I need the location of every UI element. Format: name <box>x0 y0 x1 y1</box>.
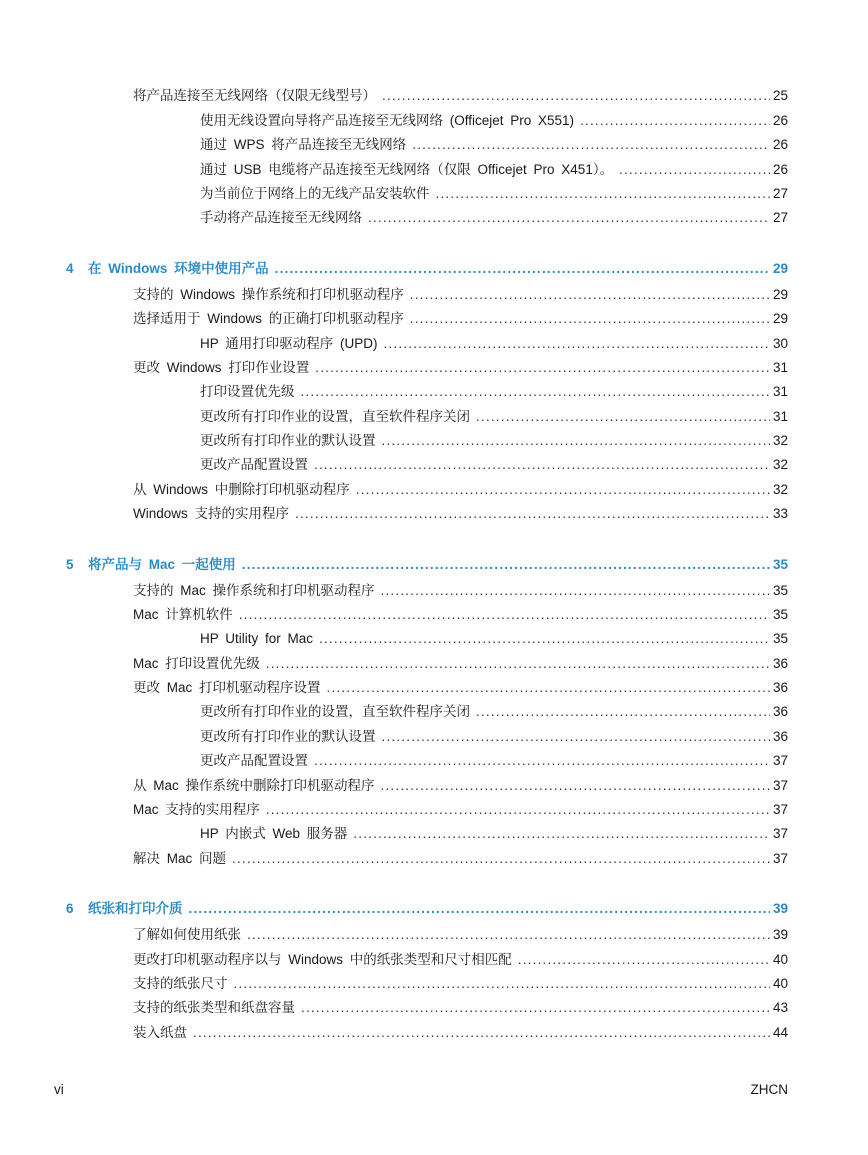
leader-dots <box>382 86 770 106</box>
toc-page-number: 26 <box>772 113 788 128</box>
leader-dots <box>384 334 770 354</box>
toc-entry[interactable] <box>133 86 788 106</box>
toc-entry-label: 更改打印机驱动程序以与 Windows 中的纸张类型和尺寸相匹配 <box>133 952 512 967</box>
toc-entry[interactable] <box>200 135 788 155</box>
toc-entry[interactable] <box>200 431 788 451</box>
toc-page-number: 35 <box>772 583 788 598</box>
toc-entry-label: Mac 打印设置优先级 <box>133 656 260 671</box>
toc-entry[interactable] <box>133 358 788 378</box>
toc-entry[interactable] <box>200 702 788 722</box>
toc-entry-label: 更改产品配置设置 <box>200 753 308 768</box>
leader-dots <box>476 702 770 722</box>
toc-page-number: 36 <box>772 704 788 719</box>
leader-dots <box>619 160 770 180</box>
leader-dots <box>319 629 770 649</box>
toc-page-number: 35 <box>772 607 788 622</box>
leader-dots <box>356 480 770 500</box>
toc-page-number: 31 <box>772 384 788 399</box>
toc-entry-label: 更改所有打印作业的默认设置 <box>200 433 376 448</box>
leader-dots <box>518 950 770 970</box>
toc-page-number: 30 <box>772 336 788 351</box>
leader-dots <box>301 382 770 402</box>
toc-entry[interactable] <box>133 285 788 305</box>
toc-entry-label: Windows 支持的实用程序 <box>133 506 290 521</box>
toc-entry-label: 更改所有打印作业的设置，直至软件程序关闭 <box>200 704 470 719</box>
footer-page-number: vi <box>54 1082 64 1097</box>
toc-page-number: 35 <box>772 631 788 646</box>
toc-page-number: 29 <box>772 311 788 326</box>
toc-entry-label: 支持的纸张类型和纸盘容量 <box>133 1000 295 1015</box>
toc-page-number: 26 <box>772 137 788 152</box>
leader-dots <box>314 751 770 771</box>
toc-entry-label: HP 内嵌式 Web 服务器 <box>200 826 348 841</box>
chapter-number: 6 <box>66 901 74 916</box>
leader-dots <box>232 849 770 869</box>
leader-dots <box>381 581 770 601</box>
toc-entry[interactable] <box>133 998 788 1018</box>
leader-dots <box>327 678 770 698</box>
toc-page-number: 36 <box>772 680 788 695</box>
toc-page-number: 40 <box>772 952 788 967</box>
leader-dots <box>247 925 770 945</box>
toc-entry[interactable] <box>200 824 788 844</box>
toc-page-number: 37 <box>772 753 788 768</box>
leader-dots <box>301 998 770 1018</box>
leader-dots <box>580 111 770 131</box>
toc-entry[interactable] <box>133 1023 788 1043</box>
toc-entry-label: 选择适用于 Windows 的正确打印机驱动程序 <box>133 311 404 326</box>
leader-dots <box>368 208 770 228</box>
toc-entry[interactable] <box>133 776 788 796</box>
toc-entry-label: HP Utility for Mac <box>200 631 314 646</box>
toc-entry[interactable] <box>133 925 788 945</box>
chapter-heading[interactable] <box>66 555 788 575</box>
toc-page-number: 35 <box>772 557 788 572</box>
leader-dots <box>476 407 770 427</box>
leader-dots <box>410 309 770 329</box>
toc-entry[interactable] <box>133 605 788 625</box>
toc-entry-label: 解决 Mac 问题 <box>133 851 227 866</box>
toc-entry-label: Mac 计算机软件 <box>133 607 233 622</box>
toc-page-number: 39 <box>772 927 788 942</box>
toc-entry[interactable] <box>133 974 788 994</box>
leader-dots <box>314 455 770 475</box>
toc-entry-label: 使用无线设置向导将产品连接至无线网络 (Officejet Pro X551) <box>200 113 575 128</box>
toc-page-number: 29 <box>772 287 788 302</box>
toc-entry[interactable] <box>133 654 788 674</box>
toc-entry-label: 从 Mac 操作系统中删除打印机驱动程序 <box>133 778 375 793</box>
toc-entry[interactable] <box>133 581 788 601</box>
toc-entry[interactable] <box>200 382 788 402</box>
toc-entry-label: 支持的 Windows 操作系统和打印机驱动程序 <box>133 287 404 302</box>
toc-entry-label: 更改 Mac 打印机驱动程序设置 <box>133 680 321 695</box>
toc-page-number: 27 <box>772 210 788 225</box>
toc-page-number: 36 <box>772 656 788 671</box>
leader-dots <box>193 1023 770 1043</box>
toc-entry[interactable] <box>200 455 788 475</box>
toc-entry-label: 为当前位于网络上的无线产品安装软件 <box>200 186 430 201</box>
toc-page-number: 32 <box>772 482 788 497</box>
toc-entry-label: 从 Windows 中删除打印机驱动程序 <box>133 482 350 497</box>
toc-page-number: 32 <box>772 457 788 472</box>
toc-page-number: 37 <box>772 802 788 817</box>
leader-dots <box>381 776 770 796</box>
toc-page-number: 37 <box>772 778 788 793</box>
leader-dots <box>410 285 770 305</box>
toc-entry[interactable] <box>200 160 788 180</box>
toc-entry[interactable] <box>200 629 788 649</box>
leader-dots <box>234 974 770 994</box>
toc-entry-label: 通过 WPS 将产品连接至无线网络 <box>200 137 407 152</box>
chapter-title: 纸张和打印介质 <box>88 901 183 916</box>
toc-entry-label: 通过 USB 电缆将产品连接至无线网络（仅限 Officejet Pro X451）。 <box>200 162 614 177</box>
toc-page-number: 37 <box>772 826 788 841</box>
chapter-number: 5 <box>66 557 74 572</box>
leader-dots <box>266 800 770 820</box>
toc-entry[interactable] <box>200 208 788 228</box>
toc-page-number: 31 <box>772 360 788 375</box>
chapter-title: 在 Windows 环境中使用产品 <box>88 261 269 276</box>
toc-entry[interactable] <box>200 727 788 747</box>
toc-entry-label: 装入纸盘 <box>133 1025 187 1040</box>
toc-page-number: 40 <box>772 976 788 991</box>
toc-entry[interactable] <box>133 849 788 869</box>
toc-page-number: 26 <box>772 162 788 177</box>
toc-page-number: 27 <box>772 186 788 201</box>
leader-dots <box>412 135 770 155</box>
leader-dots <box>295 504 770 524</box>
toc-entry-label: 更改 Windows 打印作业设置 <box>133 360 310 375</box>
toc-page-number: 33 <box>772 506 788 521</box>
leader-dots <box>242 555 770 575</box>
leader-dots <box>275 259 770 279</box>
leader-dots <box>266 654 770 674</box>
toc-entry[interactable] <box>133 678 788 698</box>
toc-entry[interactable] <box>200 334 788 354</box>
leader-dots <box>353 824 770 844</box>
leader-dots <box>189 899 770 919</box>
toc-page-number: 39 <box>772 901 788 916</box>
chapter-heading[interactable] <box>66 259 788 279</box>
toc-page-number: 36 <box>772 729 788 744</box>
leader-dots <box>382 727 770 747</box>
toc-entry-label: 支持的 Mac 操作系统和打印机驱动程序 <box>133 583 375 598</box>
toc-page-number: 32 <box>772 433 788 448</box>
leader-dots <box>315 358 770 378</box>
chapter-number: 4 <box>66 261 74 276</box>
toc-entry[interactable] <box>133 480 788 500</box>
toc-entry-label: 更改所有打印作业的默认设置 <box>200 729 376 744</box>
toc-page-number: 37 <box>772 851 788 866</box>
toc-entry[interactable] <box>200 751 788 771</box>
toc-entry-label: HP 通用打印驱动程序 (UPD) <box>200 336 378 351</box>
toc-page-number: 31 <box>772 409 788 424</box>
leader-dots <box>239 605 770 625</box>
chapter-title: 将产品与 Mac 一起使用 <box>88 557 236 572</box>
leader-dots <box>382 431 770 451</box>
toc-entry-label: 更改产品配置设置 <box>200 457 308 472</box>
toc-entry-label: Mac 支持的实用程序 <box>133 802 260 817</box>
toc-page-number: 25 <box>772 88 788 103</box>
toc-entry-label: 打印设置优先级 <box>200 384 295 399</box>
toc-entry-label: 将产品连接至无线网络（仅限无线型号） <box>133 88 376 103</box>
toc-entry-label: 了解如何使用纸张 <box>133 927 241 942</box>
toc-page-number: 29 <box>772 261 788 276</box>
footer-locale: ZHCN <box>750 1082 788 1097</box>
toc-entry-label: 支持的纸张尺寸 <box>133 976 228 991</box>
toc-entry[interactable] <box>133 504 788 524</box>
toc-entry[interactable] <box>133 950 788 970</box>
toc-entry-label: 更改所有打印作业的设置，直至软件程序关闭 <box>200 409 470 424</box>
toc-page-number: 43 <box>772 1000 788 1015</box>
toc-entry[interactable] <box>200 184 788 204</box>
toc-entry[interactable] <box>133 800 788 820</box>
toc-entry[interactable] <box>200 407 788 427</box>
leader-dots <box>436 184 770 204</box>
toc-entry[interactable] <box>200 111 788 131</box>
toc-page-number: 44 <box>772 1025 788 1040</box>
chapter-heading[interactable] <box>66 899 788 919</box>
toc-entry[interactable] <box>133 309 788 329</box>
toc-entry-label: 手动将产品连接至无线网络 <box>200 210 362 225</box>
